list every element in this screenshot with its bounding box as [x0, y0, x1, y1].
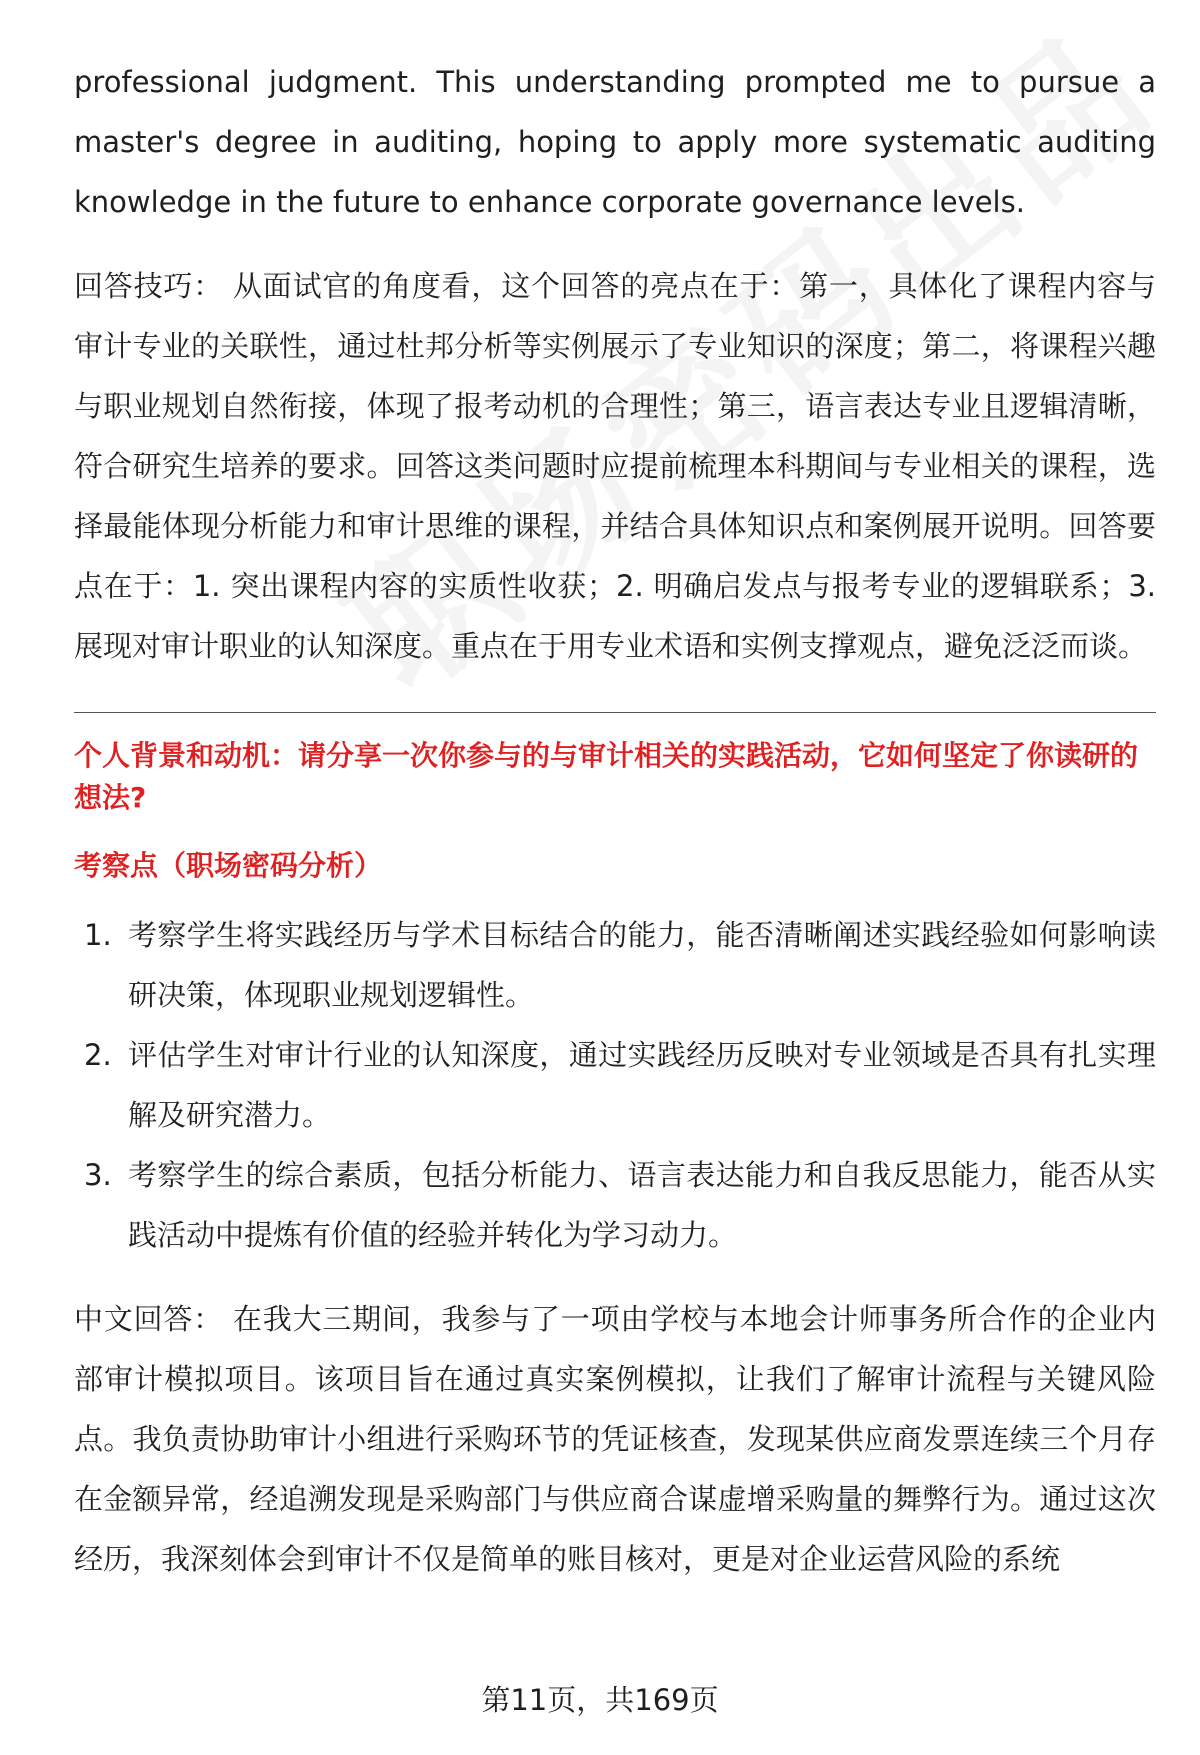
section-divider — [74, 712, 1156, 713]
intro-paragraph: professional judgment. This understanding prompted me to pursue a master's degree in auditing, hoping to apply more systematic auditing knowledge in the future to enhance corporate governance levels. — [74, 65, 1156, 219]
list-item-number: 1. — [84, 918, 112, 952]
question-heading: 个人背景和动机：请分享一次你参与的与审计相关的实践活动，它如何坚定了你读研的想法? — [74, 739, 1139, 814]
list-item-number: 2. — [84, 1038, 112, 1072]
list-item-text: 考察学生将实践经历与学术目标结合的能力，能否清晰阐述实践经验如何影响读研决策，体现职业规划逻辑性。 — [128, 918, 1156, 1012]
assessment-list — [74, 905, 1156, 1265]
list-item-text: 考察学生的综合素质，包括分析能力、语言表达能力和自我反思能力，能否从实践活动中提炼有价值的经验并转化为学习动力。 — [128, 1158, 1156, 1252]
list-item-text: 评估学生对审计行业的认知深度，通过实践经历反映对专业领域是否具有扎实理解及研究潜力。 — [128, 1038, 1156, 1132]
chinese-answer-paragraph: 中文回答： 在我大三期间，我参与了一项由学校与本地会计师事务所合作的企业内部审计模拟项目。该项目旨在通过真实案例模拟，让我们了解审计流程与关键风险点。我负责协助审计小组进行采购环节的凭证核查，发现某供应商发票连续三个月存在金额异常，经追溯发现是采购部门与供应商合谋虚增采购量的舞弊行为。通过这次经历，我深刻体会到审计不仅是简单的账目核对，更是对企业运营风险的系统 — [74, 1302, 1156, 1576]
answer-tips-paragraph: 回答技巧： 从面试官的角度看，这个回答的亮点在于：第一，具体化了课程内容与审计专业的关联性，通过杜邦分析等实例展示了专业知识的深度；第二，将课程兴趣与职业规划自然衔接，体现了报考动机的合理性；第三，语言表达专业且逻辑清晰，符合研究生培养的要求。回答这类问题时应提前梳理本科期间与专业相关的课程，选择最能体现分析能力和审计思维的课程，并结合具体知识点和案例展开说明。回答要点在于：1. 突出课程内容的实质性收获；2. 明确启发点与报考专业的逻辑联系；3. 展现对审计职业的认知深度。重点在于用专业术语和实例支撑观点，避免泛泛而谈。 — [74, 269, 1156, 663]
assessment-heading: 考察点（职场密码分析） — [74, 849, 383, 882]
list-item — [74, 1025, 1156, 1145]
list-item — [74, 1145, 1156, 1265]
document-page — [74, 52, 1156, 1589]
list-item — [74, 905, 1156, 1025]
page-footer: 第11页，共169页 — [481, 1683, 719, 1717]
list-item-number: 3. — [84, 1158, 112, 1192]
